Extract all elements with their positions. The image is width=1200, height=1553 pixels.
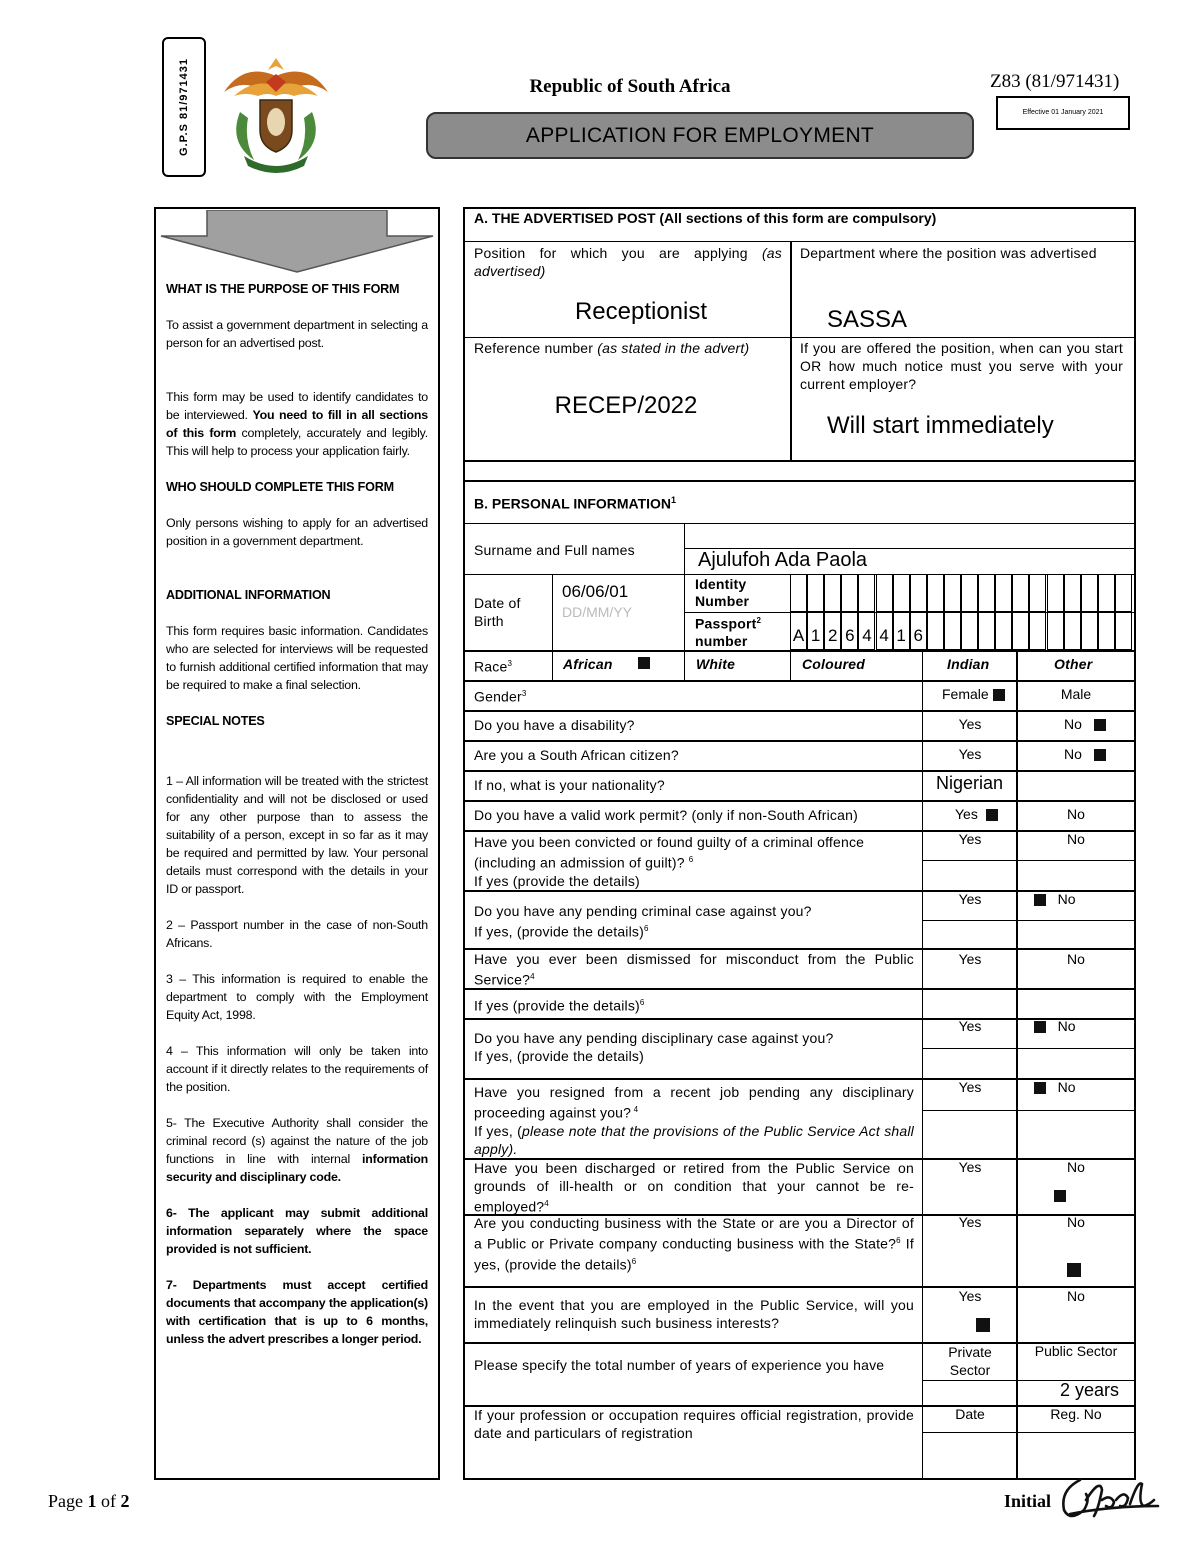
q-registration: If your profession or occupation requires official registration, provide date and particulars of registration [474,1407,914,1441]
notice-value[interactable]: Will start immediately [827,412,1054,439]
country-title: Republic of South Africa [529,76,731,97]
public-years-value[interactable]: 2 years [1060,1380,1120,1400]
regno-label: Reg. No [1050,1406,1102,1422]
passport-char-box[interactable]: 4 [876,612,893,650]
row-divider [464,710,1136,712]
row-divider [464,680,1136,682]
note-5 [166,1114,428,1186]
race-label: Race$^3$ [474,658,513,675]
dismissed-no[interactable]: No [1067,951,1085,967]
q-resigned: Have you resigned from a recent job pending any disciplinary proceeding against you? $^4$ If yes, (please note that the provisions of the Public Service Act shall apply). [474,1084,914,1157]
form-title: APPLICATION FOR EMPLOYMENT [426,112,974,159]
row-divider [922,1432,1136,1433]
reference-label: Reference number (as stated in the advert) [474,340,750,356]
id-char-box[interactable] [1047,574,1064,612]
discharged-no-checked[interactable] [1054,1190,1066,1202]
convicted-yes[interactable]: Yes [958,831,982,847]
divider [464,241,1136,242]
reference-value[interactable]: RECEP/2022 [554,392,698,419]
id-char-box[interactable] [824,574,841,612]
divider [790,650,791,680]
divider [684,650,685,680]
passport-char-box[interactable]: 1 [807,612,824,650]
q-permit: Do you have a valid work permit? (only if non-South African) [474,807,858,823]
passport-char-box[interactable] [1029,612,1046,650]
id-char-box[interactable] [858,574,875,612]
id-char-box[interactable] [807,574,824,612]
divider [552,574,553,650]
notice-label: If you are offered the position, when can you start OR how much notice must you serve with your current employer? [800,340,1123,392]
q-experience: Please specify the total number of years of experience you have [474,1357,885,1373]
resigned-no[interactable]: No [1034,1079,1076,1095]
use-text [166,388,428,460]
convicted-no[interactable]: No [1067,831,1085,847]
disciplinary-yes[interactable]: Yes [958,1018,982,1034]
passport-char-box[interactable] [995,612,1012,650]
gender-male[interactable]: Male [1060,686,1092,702]
race-white[interactable]: White [696,656,736,672]
use-text-2: completely, accurately and legibly. This will help to process your application fairly. [166,426,428,458]
position-label: Position for which you are applying (as advertised) [474,245,782,279]
note-6: 6- The applicant may submit additional information separately where the space provided is not sufficient. [166,1206,428,1256]
divider [922,650,923,1480]
divider [790,241,792,461]
nationality-value[interactable]: Nigerian [936,773,1004,793]
race-indian[interactable]: Indian [947,656,990,672]
passport-char-box[interactable] [1012,612,1029,650]
gps-code: G.P.S 81/971431 [178,58,190,156]
gender-label: Gender$^3$ [474,688,527,705]
q-discharged: Have you been discharged or retired from the Public Service on grounds of ill-health or on condition that your cannot be re-employed?$^4$ [474,1160,914,1215]
passport-char-box[interactable] [1047,612,1064,650]
disciplinary-no[interactable]: No [1034,1018,1076,1034]
section-a-heading: A. THE ADVERTISED POST (All sections of this form are compulsory) [474,210,937,226]
disability-no-checked[interactable] [1094,719,1106,731]
effective-date: Effective 01 January 2021 [996,96,1130,130]
permit-no[interactable]: No [1067,806,1085,822]
discharged-no[interactable]: No [1067,1159,1085,1175]
q-dismissed: Have you ever been dismissed for misconduct from the Public Service?$^4$ [474,951,914,988]
section-b-heading: B. PERSONAL INFORMATION$^1$ [474,495,677,512]
id-char-box[interactable] [1115,574,1132,612]
use-text-bold: You need to fill in all sections of this form [166,408,428,440]
note-5-b: information security and disciplinary code. [166,1152,428,1184]
divider [464,523,1136,524]
q-pending-criminal: Do you have any pending criminal case against you? If yes, (provide the details)$^6$ [474,903,812,940]
id-char-box[interactable] [876,574,893,612]
purpose-text: To assist a government department in selecting a person for an advertised post. [166,318,428,350]
id-char-box[interactable] [1081,574,1098,612]
divider [684,523,685,650]
id-char-box[interactable] [1098,574,1115,612]
row-divider [922,1048,1136,1049]
dob-placeholder: DD/MM/YY [562,604,632,620]
q-nationality: If no, what is your nationality? [474,777,665,793]
q-citizen: Are you a South African citizen? [474,747,679,763]
permit-yes-checked[interactable] [986,809,998,821]
department-label: Department where the position was advertised [800,245,1097,261]
position-value[interactable]: Receptionist [574,298,708,325]
public-sector-label: Public Sector [1034,1343,1118,1359]
id-char-box[interactable] [790,574,807,612]
passport-char-box[interactable] [944,612,961,650]
row-divider [922,860,1136,861]
note-7: 7- Departments must accept certified documents that accompany the application(s) with certification that is up to 6 months, unless the advert prescribes a longer period. [166,1278,428,1346]
row-divider [464,740,1136,742]
id-char-box[interactable] [910,574,927,612]
divider [552,650,553,680]
id-char-box[interactable] [927,574,944,612]
citizen-no[interactable]: No [1064,746,1106,762]
business-yes[interactable]: Yes [958,1214,982,1230]
race-african[interactable]: African [563,656,613,672]
row-divider [922,1110,1136,1111]
race-coloured[interactable]: Coloured [802,656,866,672]
passport-char-box[interactable] [1081,612,1098,650]
gender-female-checked[interactable] [993,689,1005,701]
surname-label: Surname and Full names [474,542,635,558]
id-char-box[interactable] [893,574,910,612]
divider [464,337,1136,338]
pending-criminal-no-checked[interactable] [1034,894,1046,906]
gps-code-box [162,37,206,177]
use-text-1: This form may be used to identify candidates to be interviewed. [166,390,428,422]
q-relinquish: In the event that you are employed in the Public Service, will you immediately relinquish such business interests? [474,1297,914,1331]
relinquish-yes[interactable]: Yes [958,1288,982,1304]
q-business: Are you conducting business with the State or are you a Director of a Public or Private company conducting business with the State?$^6$ If yes, (provide the details)$^6$ [474,1215,914,1273]
id-char-box[interactable] [1029,574,1046,612]
id-char-box[interactable] [1064,574,1081,612]
page-number: Page 1 of 2 [48,1491,130,1511]
initial-label: Initial [1004,1491,1052,1511]
notes-heading: SPECIAL NOTES [166,714,265,728]
passport-char-box[interactable]: 4 [858,612,875,650]
row-divider [464,800,1136,802]
relinquish-no[interactable]: No [1067,1288,1085,1304]
dob-value[interactable]: 06/06/01 [562,582,629,601]
who-heading: WHO SHOULD COMPLETE THIS FORM [166,480,394,494]
surname-value[interactable]: Ajulufoh Ada Paola [698,549,868,571]
private-sector-label: Private Sector [948,1344,992,1378]
note-3: 3 – This information is required to enable the department to comply with the Employment Equity Act, 1998. [166,972,428,1022]
disability-no[interactable]: No [1064,716,1106,732]
passport-char-box[interactable]: 6 [841,612,858,650]
q-disability: Do you have a disability? [474,717,635,733]
sidebar-text [166,280,428,1366]
q-dismissed-details: If yes (provide the details)$^6$ [474,997,645,1014]
id-char-box[interactable] [978,574,995,612]
id-char-box[interactable] [944,574,961,612]
passport-label: Passport$^2$ number [695,615,762,649]
id-char-box[interactable] [961,574,978,612]
note-5-a: 5- The Executive Authority shall consider the criminal record (s) against the nature of the job functions in line with internal [166,1116,428,1166]
disciplinary-no-checked[interactable] [1034,1021,1046,1033]
relinquish-yes-checked[interactable] [976,1318,990,1332]
additional-heading: ADDITIONAL INFORMATION [166,588,331,602]
race-other[interactable]: Other [1054,656,1093,672]
date-label: Date [955,1406,985,1422]
spacer-row [463,460,1136,482]
gender-female[interactable]: Female [942,686,1005,702]
passport-char-box[interactable]: 6 [910,612,927,650]
row-divider [464,770,1136,772]
dismissed-yes[interactable]: Yes [958,951,982,967]
passport-char-box[interactable] [961,612,978,650]
race-african-checked[interactable] [638,657,650,669]
note-4: 4 – This information will only be taken into account if it directly relates to the requirements of the position. [166,1044,428,1094]
id-char-box[interactable] [995,574,1012,612]
down-arrow-icon [157,210,437,274]
form-code: Z83 (81/971431) [990,71,1120,92]
dob-label: Date of Birth [474,595,521,629]
passport-char-box[interactable]: A [790,612,807,650]
passport-char-box[interactable]: 2 [824,612,841,650]
discharged-yes[interactable]: Yes [958,1159,982,1175]
citizen-yes[interactable]: Yes [958,746,982,762]
id-char-box[interactable] [1012,574,1029,612]
passport-char-box[interactable] [978,612,995,650]
passport-char-box[interactable]: 1 [893,612,910,650]
citizen-no-checked[interactable] [1094,749,1106,761]
business-no[interactable]: No [1067,1214,1085,1230]
initial-signature [1050,1470,1160,1530]
passport-char-box[interactable] [1064,612,1081,650]
resigned-yes[interactable]: Yes [958,1079,982,1095]
pending-criminal-no[interactable]: No [1034,891,1076,907]
note-1: 1 – All information will be treated with the strictest confidentiality and will not be disclosed or used for any other purpose than to assess the suitability of a person, except in so far as it may be required and permitted by law. Your personal details must correspond with the details in your ID or passport. [166,774,428,896]
permit-yes[interactable]: Yes [955,806,998,822]
purpose-heading: WHAT IS THE PURPOSE OF THIS FORM [166,282,400,296]
disability-yes[interactable]: Yes [958,716,982,732]
pending-criminal-yes[interactable]: Yes [958,891,982,907]
q-disciplinary: Do you have any pending disciplinary case against you? If yes, (provide the details) [474,1030,834,1064]
business-no-checked[interactable] [1067,1263,1081,1277]
q-convicted: Have you been convicted or found guilty of a criminal offence (including an admission of guilt)? $^6$ If yes (provide the details) [474,834,865,889]
coat-of-arms-logo [214,52,338,174]
row-divider [922,920,1136,921]
passport-char-box[interactable] [927,612,944,650]
who-text: Only persons wishing to apply for an advertised position in a government department. [166,516,428,548]
additional-text: This form requires basic information. Candidates who are selected for interviews will be requested to furnish additional certified information that may be required to make a final selection. [166,624,428,692]
department-value[interactable]: SASSA [827,306,908,333]
resigned-no-checked[interactable] [1034,1082,1046,1094]
note-2: 2 – Passport number in the case of non-South Africans. [166,918,428,950]
passport-char-box[interactable] [1115,612,1132,650]
passport-char-box[interactable] [1098,612,1115,650]
id-label: Identity Number [695,576,750,609]
id-char-box[interactable] [841,574,858,612]
